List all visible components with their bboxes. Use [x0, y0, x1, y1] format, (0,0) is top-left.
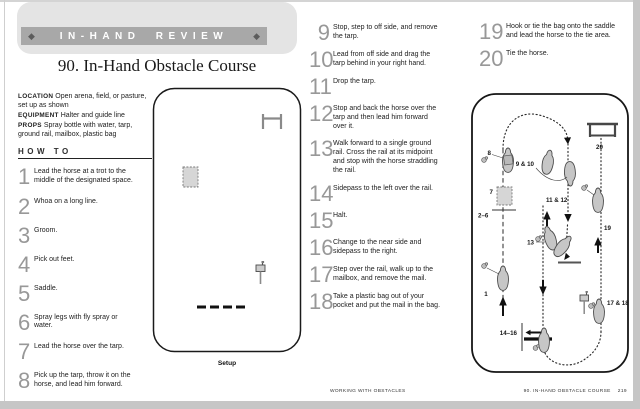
step-row — [479, 19, 634, 44]
step-number: 4 — [18, 251, 31, 277]
course-label-14-16: 14–16 — [499, 330, 517, 337]
page-edge-bottom — [0, 401, 640, 409]
step-number: 5 — [18, 280, 31, 306]
step-number: 14 — [309, 180, 334, 206]
course-label-7: 7 — [489, 189, 493, 196]
step-text: Halt. — [333, 211, 348, 219]
step-row — [309, 136, 463, 175]
step-row — [18, 338, 152, 364]
tarp-on-horse-icon — [503, 155, 513, 165]
step-row — [309, 47, 463, 73]
tarp-icon — [497, 187, 512, 205]
step-text: Take a plastic bag out of your pocket and put the mail in the bag. — [333, 292, 441, 309]
middle-column — [309, 20, 463, 320]
page-edge-left — [4, 0, 5, 409]
course-label-13: 13 — [527, 239, 534, 247]
step-row — [309, 180, 463, 206]
step-row — [309, 74, 463, 100]
course-label-2-6: 2–6 — [478, 212, 489, 220]
step-text: Spray legs with fly spray or water. — [34, 313, 118, 330]
step-row — [309, 207, 463, 233]
course-label-17-18: 17 & 18 — [607, 300, 629, 307]
step-row — [18, 193, 152, 219]
step-number: 2 — [18, 193, 31, 219]
course-figure — [470, 92, 630, 379]
page-title: 90. In-Hand Obstacle Course — [57, 56, 257, 75]
step-text: Whoa on a long line. — [34, 197, 98, 205]
step-number: 8 — [18, 367, 31, 393]
step-number: 9 — [317, 20, 330, 45]
step-row — [18, 251, 152, 277]
step-row — [309, 234, 463, 260]
props-text: Spray bottle with water, tarp, ground rail, mailbox, plastic bag — [18, 122, 133, 139]
step-row — [18, 222, 152, 248]
step-row — [18, 309, 152, 335]
arena-outline — [154, 89, 301, 352]
step-row — [18, 367, 152, 393]
step-number: 1 — [18, 164, 31, 190]
course-diagram — [470, 92, 630, 374]
setup-figure — [152, 87, 302, 367]
step-number: 20 — [479, 46, 504, 72]
course-label-20: 20 — [596, 144, 603, 151]
step-text: Lead the horse over the tarp. — [34, 342, 124, 350]
course-label-8: 8 — [487, 150, 491, 157]
props-line — [18, 122, 152, 140]
setup-caption: Setup — [217, 360, 237, 367]
step-text: Stop, step to off side, and remove the tarp. — [333, 24, 438, 40]
step-text: Lead from off side and drag the tarp behind in your right hand. — [333, 51, 431, 67]
step-text: Stop and back the horse over the tarp and then lead him forward over it. — [333, 105, 437, 130]
location-label: LOCATION — [18, 93, 54, 100]
step-number: 16 — [309, 234, 334, 260]
step-row — [309, 261, 463, 287]
step-number: 11 — [309, 74, 332, 100]
step-number: 10 — [309, 47, 334, 73]
step-row — [309, 288, 463, 314]
running-footer-left: WORKING WITH OBSTACLES — [330, 389, 406, 394]
setup-diagram — [152, 87, 302, 353]
step-text: Pick out feet. — [34, 255, 75, 263]
right-column — [479, 19, 634, 77]
review-bar — [21, 27, 267, 45]
step-row — [18, 280, 152, 306]
step-number: 17 — [309, 261, 334, 287]
course-label-1: 1 — [484, 291, 488, 298]
steps-1-8 — [18, 164, 152, 393]
equipment-line — [18, 112, 152, 121]
step-number: 3 — [18, 222, 31, 248]
step-number: 6 — [18, 309, 31, 335]
footer-chapter-title: 90. IN-HAND OBSTACLE COURSE — [523, 389, 611, 394]
step-text: Pick up the tarp, throw it on the horse, and lead him forward. — [34, 371, 131, 388]
step-text: Step over the rail, walk up to the mailbox, and remove the mail. — [333, 265, 433, 282]
running-footer-right — [524, 389, 627, 394]
step-text: Sidepass to the left over the rail. — [333, 184, 433, 192]
how-to-heading: HOW TO — [18, 147, 152, 160]
step-text: Lead the horse at a trot to the middle of the designated space. — [34, 168, 133, 185]
review-bar-label: IN-HAND REVIEW — [59, 30, 229, 42]
step-text: Tie the horse. — [506, 50, 549, 58]
step-number: 7 — [18, 338, 31, 364]
step-row — [479, 46, 634, 72]
equipment-text: Halter and guide line — [60, 112, 125, 120]
step-row — [309, 101, 463, 131]
location-text: Open arena, field, or pasture, set up as shown — [18, 93, 147, 109]
step-text: Groom. — [34, 226, 58, 234]
tarp-icon — [183, 167, 198, 187]
step-text: Saddle. — [34, 284, 58, 292]
course-label-9-10: 9 & 10 — [515, 161, 534, 168]
left-column — [18, 93, 152, 401]
equipment-label: EQUIPMENT — [18, 112, 59, 120]
step-number: 19 — [479, 19, 504, 44]
step-text: Hook or tie the bag onto the saddle and lead the horse to the tie area. — [506, 23, 615, 39]
step-text: Drop the tarp. — [333, 78, 376, 86]
step-number: 12 — [309, 101, 334, 127]
step-number: 18 — [309, 288, 334, 314]
page-number: 219 — [617, 389, 627, 394]
step-number: 15 — [309, 207, 334, 233]
location-line — [18, 93, 152, 111]
props-label: PROPS — [18, 122, 42, 130]
course-label-11-12: 11 & 12 — [546, 197, 568, 204]
step-row — [309, 20, 463, 45]
step-row — [18, 164, 152, 190]
diamond-icon: ◆ — [253, 30, 260, 41]
step-text: Walk forward to a single ground rail. Cross the rail at its midpoint and stop with the horse straddling the rail. — [333, 140, 438, 174]
step-text: Change to the near side and sidepass to the right. — [333, 238, 422, 255]
step-number: 13 — [309, 136, 334, 162]
diamond-icon: ◆ — [28, 30, 35, 41]
page-edge-right — [633, 0, 640, 409]
course-label-19: 19 — [604, 225, 611, 232]
page-edge-top — [0, 0, 640, 2]
